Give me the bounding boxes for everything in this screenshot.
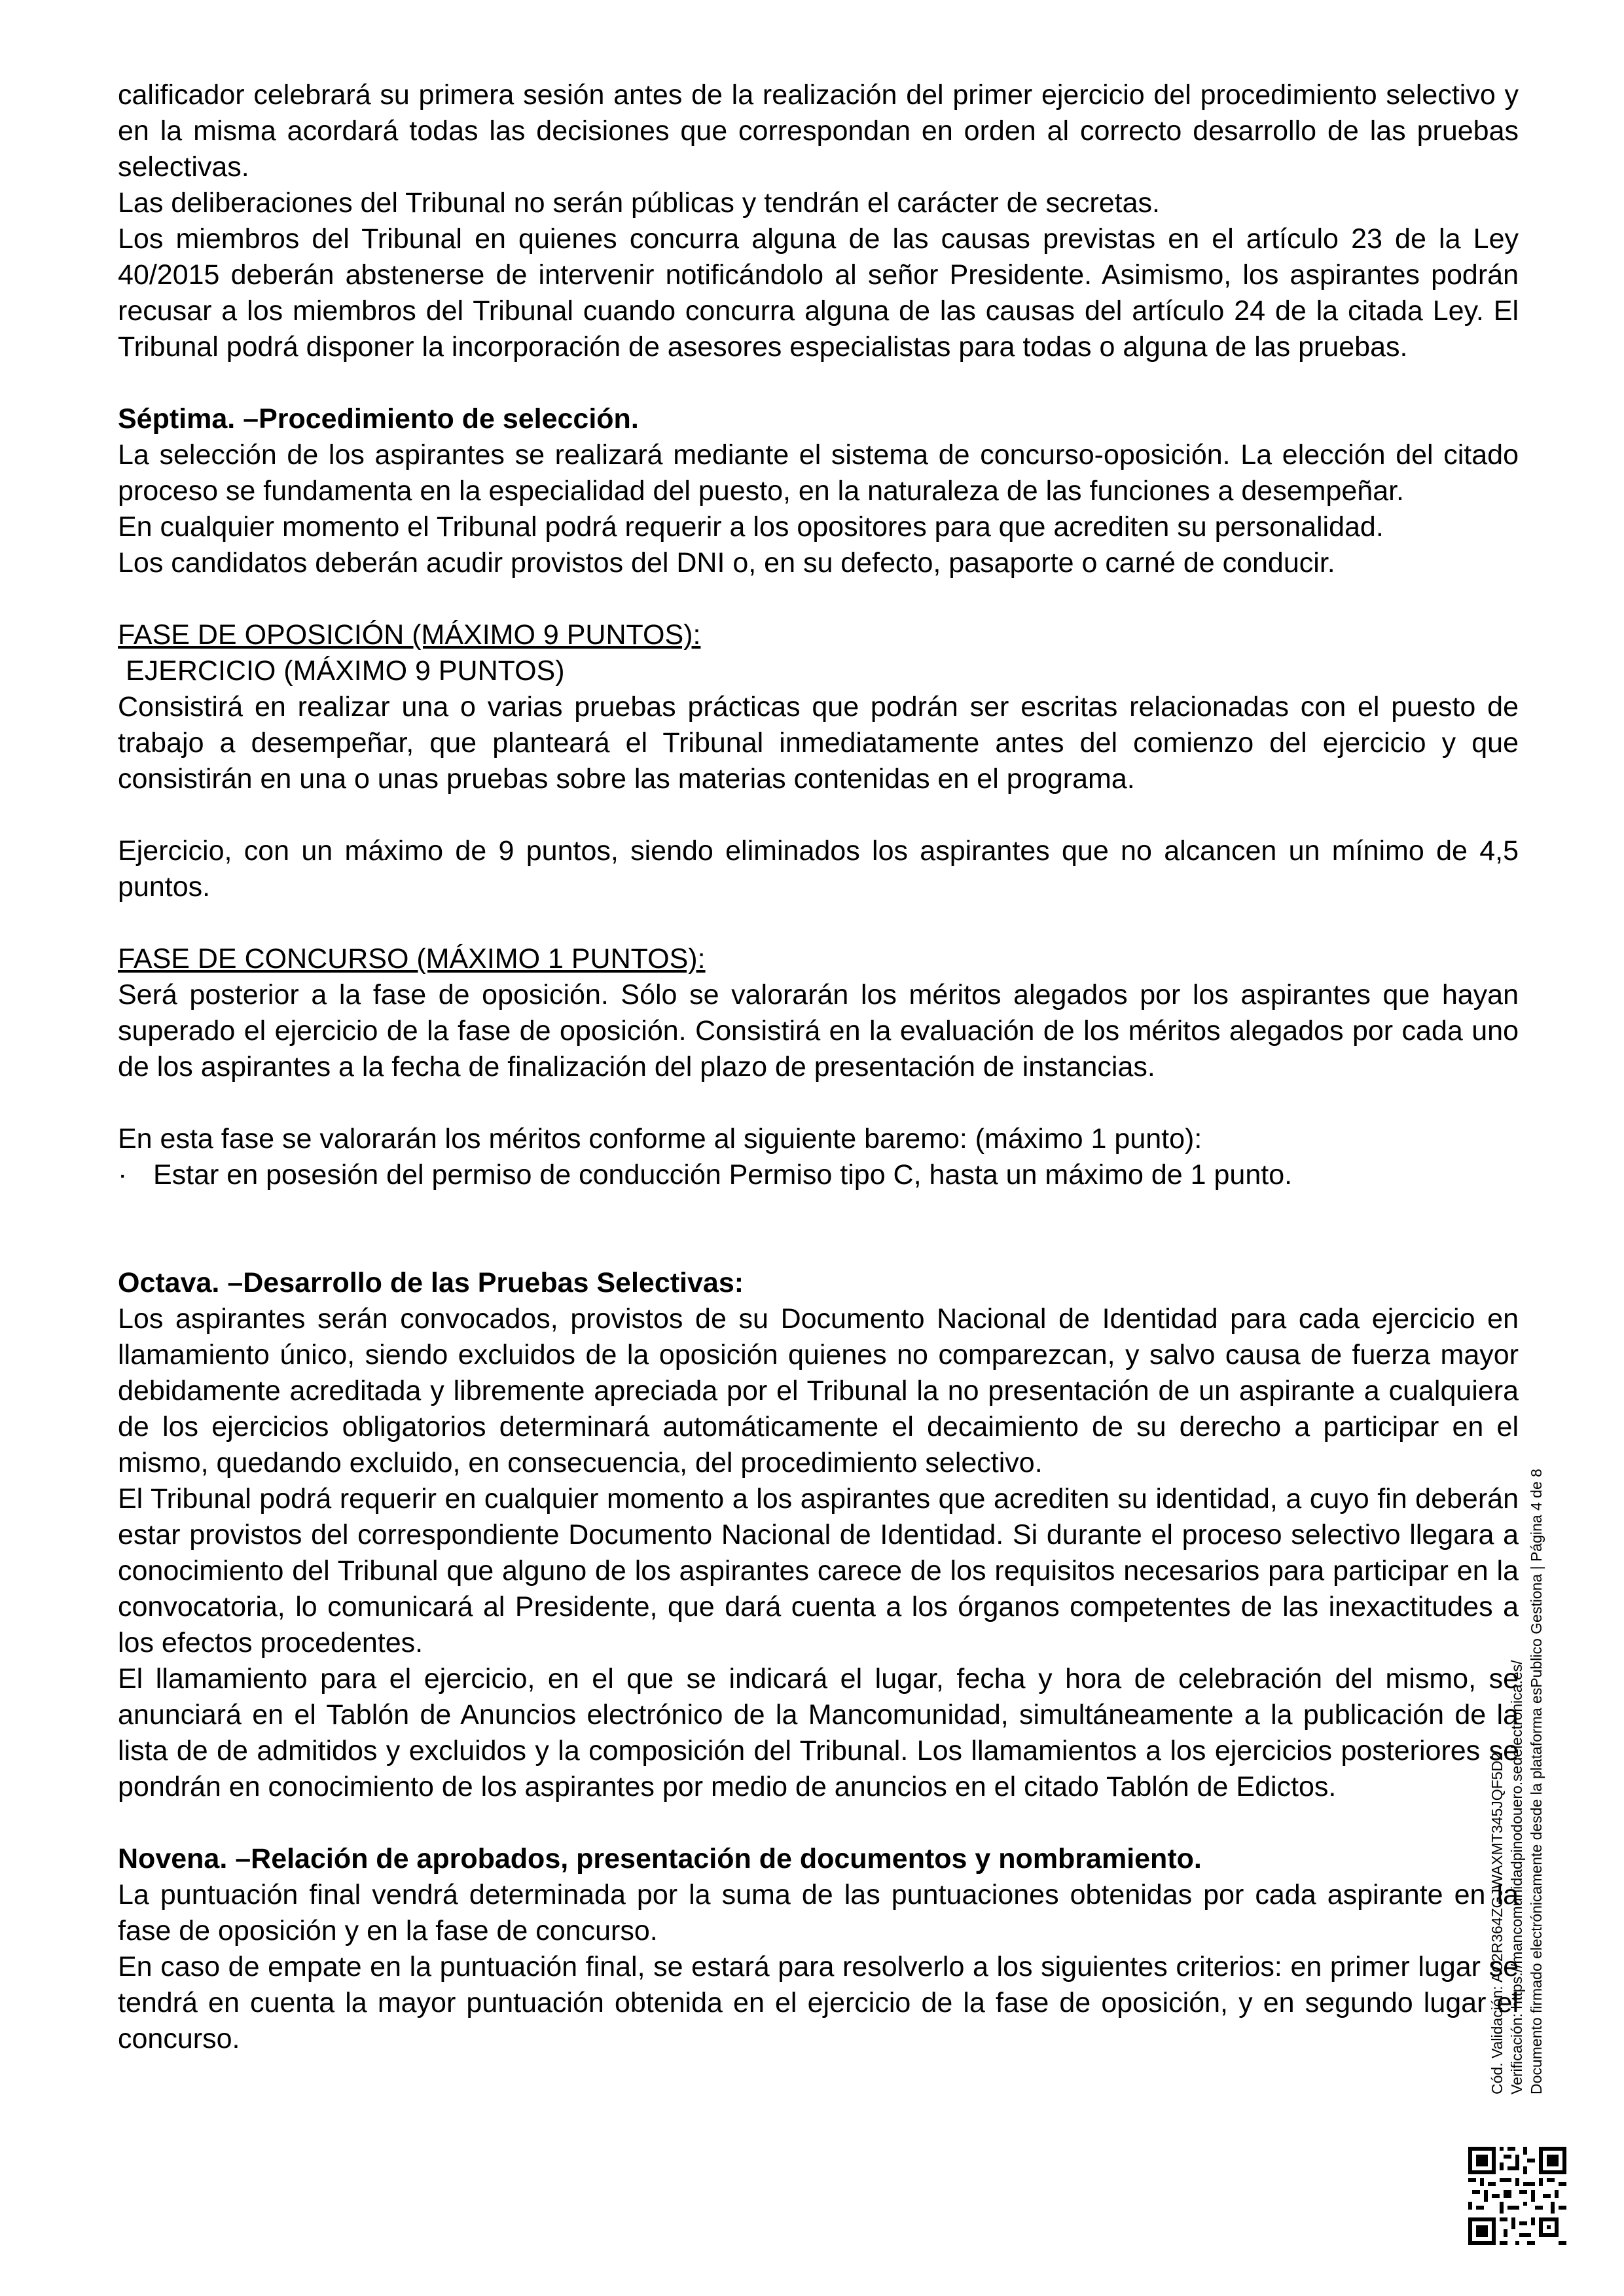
section-heading-novena: Novena. –Relación de aprobados, presentación de documentos y nombramiento. <box>118 1843 1202 1874</box>
paragraph: En cualquier momento el Tribunal podrá requerir a los opositores para que acrediten su personalidad. <box>118 511 1384 543</box>
paragraph: En caso de empate en la puntuación final, se estará para resolverlo a los siguientes criterios: en primer lugar se tendrá en cuenta la mayor puntuación obtenida en el ejercicio de la fase de oposición, y en segundo lugar el concurso. <box>118 1951 1519 2054</box>
validation-code: Cód. Validación: AC2R364ZGJWAXMT345JQF5D2 <box>1489 1752 1506 2094</box>
document-page <box>118 77 1519 2057</box>
subheading-fase-concurso: FASE DE CONCURSO (MÁXIMO 1 PUNTOS): <box>118 943 706 975</box>
section-heading-septima: Séptima. –Procedimiento de selección. <box>118 403 639 435</box>
list-item <box>118 1157 1519 1193</box>
qr-code-icon <box>1468 2147 1566 2245</box>
paragraph: Ejercicio, con un máximo de 9 puntos, siendo eliminados los aspirantes que no alcancen un mínimo de 4,5 puntos. <box>118 835 1519 903</box>
list-item-text: Estar en posesión del permiso de conducción Permiso tipo C, hasta un máximo de 1 punto. <box>153 1159 1293 1191</box>
paragraph: Los aspirantes serán convocados, provistos de su Documento Nacional de Identidad para cada ejercicio en llamamiento único, siendo excluidos de la oposición quienes no comparezcan, y salvo causa de fuerza mayor debidamente acreditada y libremente apreciada por el Tribunal la no presentación de un aspirante a cualquiera de los ejercicios obligatorios determinará automáticamente el decaimiento de su derecho a participar en el mismo, quedando excluido, en consecuencia, del procedimiento selectivo. <box>118 1303 1519 1479</box>
bullet-mark: · <box>118 1159 128 1191</box>
paragraph: La selección de los aspirantes se realizará mediante el sistema de concurso-oposición. La elección del citado proceso se fundamenta en la especialidad del puesto, en la naturaleza de las funciones a desempeñar. <box>118 439 1519 507</box>
section-heading-octava: Octava. –Desarrollo de las Pruebas Selectivas: <box>118 1267 744 1299</box>
validation-text <box>1487 1469 1546 2094</box>
signature-note: Documento firmado electrónicamente desde la plataforma esPublico Gestiona | Página 4 de 8 <box>1528 1469 1545 2094</box>
paragraph: En esta fase se valorarán los méritos conforme al siguiente baremo: (máximo 1 punto): <box>118 1123 1202 1155</box>
paragraph: La puntuación final vendrá determinada por la suma de las puntuaciones obtenidas por cada aspirante en la fase de oposición y en la fase de concurso. <box>118 1879 1519 1946</box>
validation-sidebar <box>1487 1322 1576 2108</box>
paragraph: Será posterior a la fase de oposición. Sólo se valorarán los méritos alegados por los aspirantes que hayan superado el ejercicio de la fase de oposición. Consistirá en la evaluación de los méritos alegados por cada uno de los aspirantes a la fecha de finalización del plazo de presentación de instancias. <box>118 979 1519 1083</box>
subheading-ejercicio: EJERCICIO (MÁXIMO 9 PUNTOS) <box>126 655 565 687</box>
paragraph: calificador celebrará su primera sesión antes de la realización del primer ejercicio del procedimiento selectivo y en la misma acordará todas las decisiones que correspondan en orden al correcto desarrollo de las pruebas selectivas. <box>118 79 1519 183</box>
paragraph: Los candidatos deberán acudir provistos del DNI o, en su defecto, pasaporte o carné de conducir. <box>118 547 1335 579</box>
verification-url[interactable]: Verificación: https://mancomunidadpinodouero.sedelectronica.es/ <box>1508 1660 1525 2094</box>
subheading-fase-oposicion: FASE DE OPOSICIÓN (MÁXIMO 9 PUNTOS): <box>118 619 701 651</box>
paragraph: El llamamiento para el ejercicio, en el que se indicará el lugar, fecha y hora de celebración del mismo, se anunciará en el Tablón de Anuncios electrónico de la Mancomunidad, simultáneamente a la publicación de la lista de de admitidos y excluidos y la composición del Tribunal. Los llamamientos a los ejercicios posteriores se pondrán en conocimiento de los aspirantes por medio de anuncios en el citado Tablón de Edictos. <box>118 1663 1519 1803</box>
paragraph: Los miembros del Tribunal en quienes concurra alguna de las causas previstas en el artículo 23 de la Ley 40/2015 deberán abstenerse de intervenir notificándolo al señor Presidente. Asimismo, los aspirantes podrán recusar a los miembros del Tribunal cuando concurra alguna de las causas del artículo 24 de la citada Ley. El Tribunal podrá disponer la incorporación de asesores especialistas para todas o alguna de las pruebas. <box>118 223 1519 363</box>
paragraph: Consistirá en realizar una o varias pruebas prácticas que podrán ser escritas relacionadas con el puesto de trabajo a desempeñar, que planteará el Tribunal inmediatamente antes del comienzo del ejercicio y que consistirán en una o unas pruebas sobre las materias contenidas en el programa. <box>118 691 1519 795</box>
paragraph: El Tribunal podrá requerir en cualquier momento a los aspirantes que acrediten su identidad, a cuyo fin deberán estar provistos del correspondiente Documento Nacional de Identidad. Si durante el proceso selectivo llegara a conocimiento del Tribunal que alguno de los aspirantes carece de los requisitos necesarios para participar en la convocatoria, lo comunicará al Presidente, que dará cuenta a los órganos competentes de las inexactitudes a los efectos procedentes. <box>118 1483 1519 1659</box>
paragraph: Las deliberaciones del Tribunal no serán públicas y tendrán el carácter de secretas. <box>118 187 1160 219</box>
